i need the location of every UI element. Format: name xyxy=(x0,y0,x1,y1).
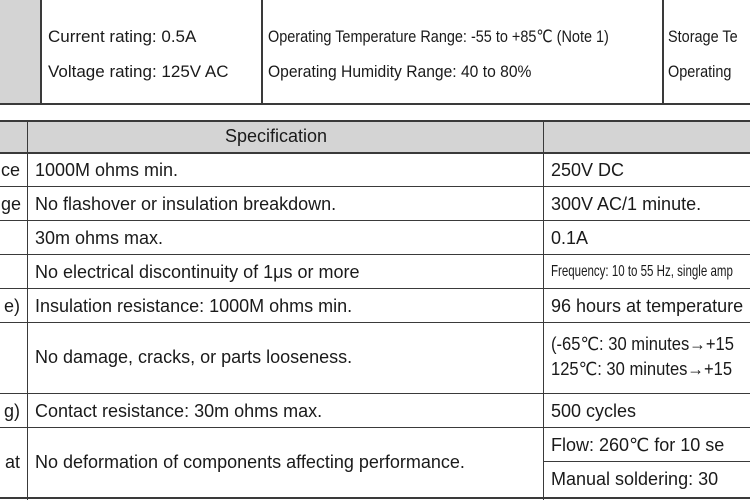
row-spec: 30m ohms max. xyxy=(35,228,164,248)
row-spec: No electrical discontinuity of 1μs or more xyxy=(35,262,360,282)
row-item: at xyxy=(5,452,21,472)
row-spec: No deformation of components affecting performance. xyxy=(35,452,465,472)
row-condition: 96 hours at temperature xyxy=(551,296,744,316)
operating-humidity-range: Operating Humidity Range: 40 to 80% xyxy=(268,62,532,81)
row-condition: 125℃: 30 minutes→+15 xyxy=(551,359,733,379)
row-rule xyxy=(0,288,750,289)
row-condition: 500 cycles xyxy=(551,401,637,421)
column-rule xyxy=(27,120,28,500)
ratings-label-cell xyxy=(0,0,40,104)
row-spec: No damage, cracks, or parts looseness. xyxy=(35,347,353,367)
row-rule xyxy=(0,220,750,221)
row-spec: Contact resistance: 30m ohms max. xyxy=(35,401,323,421)
row-rule xyxy=(0,322,750,323)
row-condition: Manual soldering: 30 xyxy=(551,469,719,489)
operating-temperature-range: Operating Temperature Range: -55 to +85℃ (Note 1) xyxy=(268,27,609,46)
specification-header: Specification xyxy=(225,126,328,146)
table-header-row xyxy=(0,121,750,153)
row-condition: 250V DC xyxy=(551,160,625,180)
row-condition: Frequency: 10 to 55 Hz, single amp xyxy=(551,263,733,280)
row-rule xyxy=(0,393,750,394)
row-item: g) xyxy=(4,401,21,421)
divider xyxy=(261,0,263,104)
storage-temperature: Storage Te xyxy=(668,27,738,46)
row-item: ce xyxy=(1,160,21,180)
row-condition: Flow: 260℃ for 10 se xyxy=(551,435,725,455)
divider xyxy=(662,0,664,104)
voltage-rating: Voltage rating: 125V AC xyxy=(48,62,229,81)
row-rule xyxy=(0,254,750,255)
row-rule xyxy=(543,461,750,462)
row-rule xyxy=(0,427,750,428)
row-rule xyxy=(0,120,750,122)
row-spec: Insulation resistance: 1000M ohms min. xyxy=(35,296,353,316)
current-rating: Current rating: 0.5A xyxy=(48,27,197,46)
row-condition: 300V AC/1 minute. xyxy=(551,194,702,214)
row-condition: (-65℃: 30 minutes→+15 xyxy=(551,334,734,354)
storage-operating: Operating xyxy=(668,62,732,81)
row-rule xyxy=(0,152,750,154)
row-rule xyxy=(0,497,750,499)
divider xyxy=(40,0,42,104)
row-rule xyxy=(0,186,750,187)
row-item: ge xyxy=(1,194,22,214)
row-spec: No flashover or insulation breakdown. xyxy=(35,194,337,214)
row-condition: 0.1A xyxy=(551,228,589,248)
divider xyxy=(0,103,750,105)
row-item: e) xyxy=(4,296,21,316)
row-spec: 1000M ohms min. xyxy=(35,160,179,180)
column-rule xyxy=(543,120,544,500)
